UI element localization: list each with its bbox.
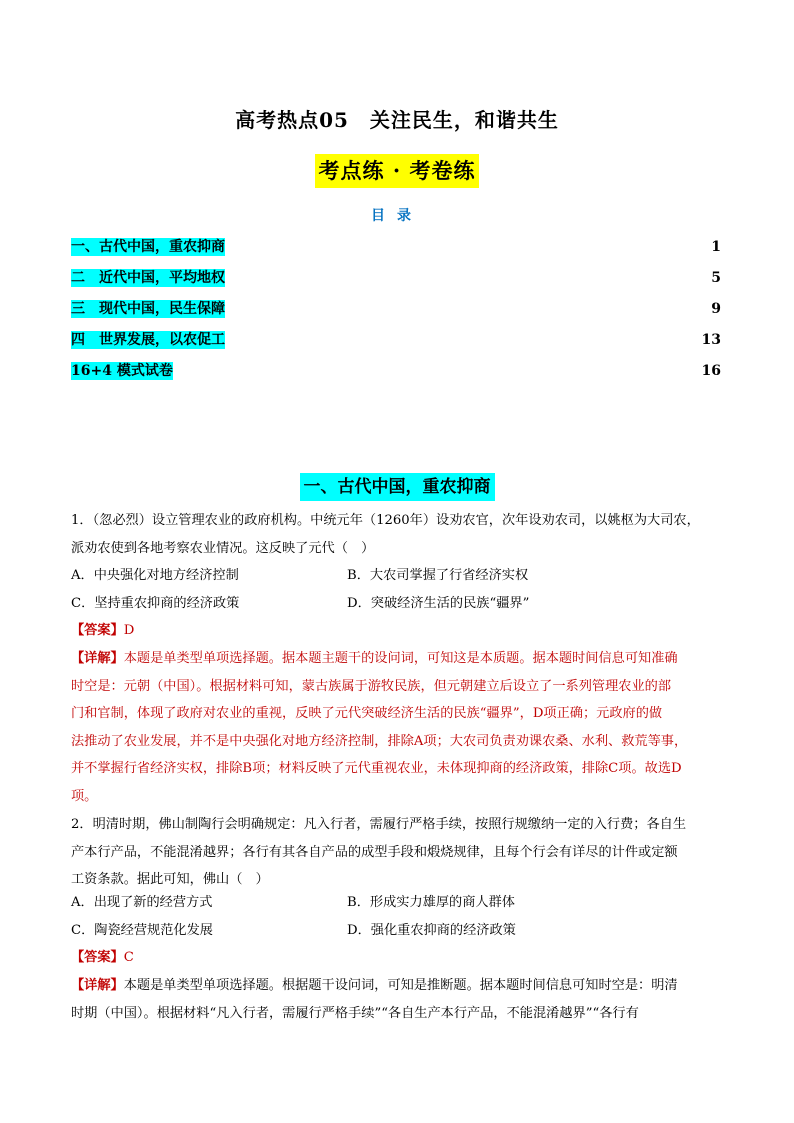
toc-item-page: 13 <box>701 332 721 348</box>
text-line: 产本行产品，不能混淆越界；各行有其各自产品的成型手段和煅烧规律，且每个行会有详尽的计件或定额 <box>71 844 678 860</box>
text-line: 法推动了农业发展，并不是中央强化对地方经济控制，排除A项；大农司负责劝课农桑、水利、救荒等事， <box>71 733 688 749</box>
subtitle-wrap <box>0 154 794 188</box>
text-line: 时空是：元朝（中国）。根据材料可知，蒙古族属于游牧民族，但元朝建立后设立了一系列管理农业的部 <box>71 678 672 694</box>
toc-item-label[interactable]: 二 近代中国，平均地权 <box>71 270 225 286</box>
toc-item-page: 5 <box>711 270 721 286</box>
toc-item-page: 1 <box>711 239 721 255</box>
text-line: 1．（忽必烈）设立管理农业的政府机构。中统元年（1260年）设劝农官，次年设劝农司，以姚枢为大司农， <box>71 513 700 528</box>
text-line: 2．明清时期，佛山制陶行会明确规定：凡入行者，需履行严格手续，按照行规缴纳一定的入行费；各自生 <box>71 817 687 832</box>
text-line: 本题是单类型单项选择题。据本题主题干的设问词，可知这是本质题。据本题时间信息可知准确 <box>123 651 678 666</box>
text-line: 门和官制，体现了政府对农业的重视，反映了元代突破经济生活的民族“疆界”，D项正确；元政府的做 <box>71 706 663 722</box>
question-1-explanation <box>71 645 723 811</box>
option-c: C．坚持重农抑商的经济政策 <box>71 595 240 611</box>
toc-item[interactable] <box>71 267 721 289</box>
question-2-explanation <box>71 972 723 1027</box>
toc-item[interactable] <box>71 360 721 382</box>
page-subtitle: 考点练 · 考卷练 <box>315 154 480 188</box>
answer-value: D <box>123 623 135 638</box>
option-d: D．强化重农抑商的经济政策 <box>347 922 516 938</box>
section-heading-wrap <box>0 473 794 501</box>
explain-label: 【详解】 <box>71 978 124 993</box>
question-2-answer <box>71 944 723 972</box>
toc-item-page: 9 <box>711 301 721 317</box>
option-b: B．大农司掌握了行省经济实权 <box>347 568 529 583</box>
question-2-stem <box>71 811 723 894</box>
answer-label: 【答案】 <box>71 950 124 965</box>
option-b: B．形成实力雄厚的商人群体 <box>347 895 515 910</box>
toc-item[interactable] <box>71 236 721 258</box>
question-1-answer <box>71 617 723 645</box>
option-a: A．出现了新的经营方式 <box>71 895 213 910</box>
toc-item-label[interactable]: 16+4 模式试卷 <box>71 363 173 379</box>
text-line: 并不掌握行省经济实权，排除B项；材料反映了元代重视农业，未体现抑商的经济政策，排除C项。故选D <box>71 761 682 777</box>
text-line: 工资条款。据此可知，佛山（ ） <box>71 872 269 888</box>
option-c: C．陶瓷经营规范化发展 <box>71 922 213 938</box>
text-line: 派劝农使到各地考察农业情况。这反映了元代（ ） <box>71 540 375 556</box>
section-heading: 一、古代中国，重农抑商 <box>300 473 495 501</box>
answer-label: 【答案】 <box>71 623 124 638</box>
toc-item[interactable] <box>71 298 721 320</box>
toc-item[interactable] <box>71 329 721 351</box>
page-title: 高考热点05 关注民生，和谐共生 <box>235 108 559 132</box>
explain-label: 【详解】 <box>71 651 124 666</box>
answer-value: C <box>123 950 134 965</box>
question-2-options <box>71 889 723 944</box>
option-d: D．突破经济生活的民族“疆界” <box>347 595 530 611</box>
toc-item-label[interactable]: 四 世界发展，以农促工 <box>71 332 225 348</box>
text-line: 项。 <box>71 788 98 804</box>
text-line: 时期（中国）。根据材料“凡入行者，需履行严格手续”“各自生产本行产品，不能混淆越界”“各行有 <box>71 1005 639 1021</box>
question-1-options <box>71 562 723 617</box>
toc-item-page: 16 <box>701 363 721 379</box>
toc-item-label[interactable]: 一、古代中国，重农抑商 <box>71 239 225 255</box>
toc-title: 目录 <box>371 208 423 224</box>
option-a: A．中央强化对地方经济控制 <box>71 568 239 583</box>
text-line: 本题是单类型单项选择题。根据题干设问词，可知是推断题。据本题时间信息可知时空是：明清 <box>123 978 678 993</box>
question-1-stem <box>71 507 723 562</box>
toc-item-label[interactable]: 三 现代中国，民生保障 <box>71 301 225 317</box>
